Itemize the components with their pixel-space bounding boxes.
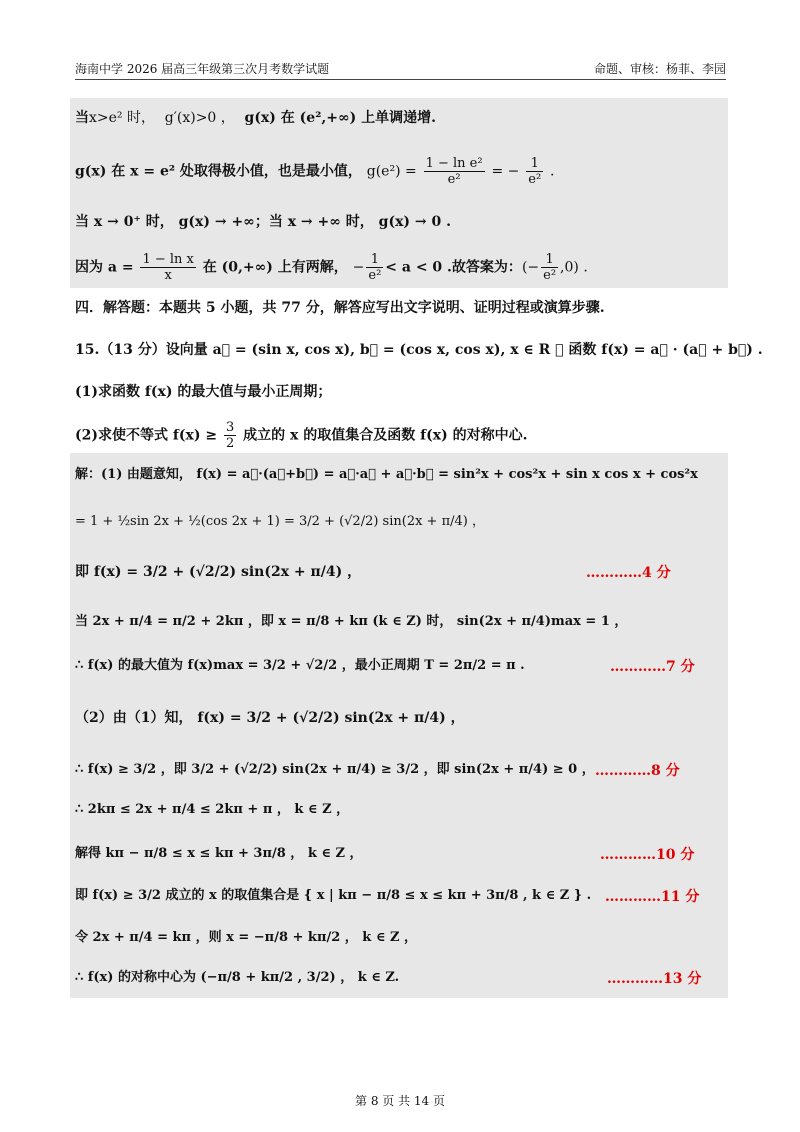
answer-line-3: 当 x → 0⁺ 时， g(x) → +∞；当 x → +∞ 时， g(x) → 0 .	[75, 214, 452, 230]
question-15-part-2	[75, 420, 527, 451]
text: (2)求使不等式 f(x) ≥	[75, 427, 218, 444]
numerator: 1 − ln x	[142, 252, 194, 267]
section-heading: 四．解答题：本题共 5 小题，共 77 分，解答应写出文字说明、证明过程或演算步骤.	[75, 300, 605, 316]
solution-line-4: 当 2x + π/4 = π/2 + 2kπ ，即 x = π/8 + kπ (k ∈ Z) 时， sin(2x + π/4)max = 1 ，	[75, 614, 628, 629]
answer-line-4	[75, 252, 588, 283]
math: ,0) .	[560, 259, 588, 276]
math: −	[352, 259, 365, 276]
denominator: 2	[225, 436, 235, 451]
solution-line-2: = 1 + ½sin 2x + ½(cos 2x + 1) = 3/2 + (√2/2) sin(2x + π/4) ，	[75, 514, 485, 529]
math: .	[550, 163, 555, 180]
score-10: …………10 分	[600, 847, 695, 863]
denominator: e²	[543, 268, 557, 283]
score-8: …………8 分	[595, 763, 680, 779]
denominator: e²	[528, 172, 542, 187]
denominator: x	[164, 268, 172, 283]
solution-line-1: 解：(1) 由题意知， f(x) = a⃗·(a⃗+b⃗) = a⃗·a⃗ + a⃗·b⃗ = sin²x + cos²x + sin x cos x + cos²x	[75, 467, 698, 482]
denominator: e²	[447, 172, 461, 187]
fraction	[140, 252, 195, 283]
score-7: …………7 分	[610, 659, 695, 675]
solution-line-7: ∴ f(x) ≥ 3/2 ，即 3/2 + (√2/2) sin(2x + π/4) ≥ 3/2 ，即 sin(2x + π/4) ≥ 0 ，	[75, 762, 595, 777]
math: (−	[521, 259, 540, 276]
page-header	[75, 58, 726, 78]
fraction	[366, 252, 383, 283]
score-13: …………13 分	[607, 971, 702, 987]
numerator: 3	[225, 420, 235, 435]
numerator: 1	[366, 252, 383, 268]
math: g′(x)>0 ，	[164, 110, 235, 126]
text: 当	[75, 110, 89, 126]
solution-line-9: 解得 kπ − π/8 ≤ x ≤ kπ + 3π/8 ， k ∈ Z ，	[75, 846, 363, 861]
text: < a < 0 .故答案为：	[385, 259, 522, 276]
page-footer: 第 8 页 共 14 页	[355, 1094, 445, 1108]
solution-line-8: ∴ 2kπ ≤ 2x + π/4 ≤ 2kπ + π ， k ∈ Z ，	[75, 802, 350, 817]
numerator: 1 − ln e²	[425, 156, 483, 171]
question-15-part-1: (1)求函数 f(x) 的最大值与最小正周期；	[75, 384, 332, 400]
solution-line-6: （2）由（1）知， f(x) = 3/2 + (√2/2) sin(2x + π/4) ，	[75, 710, 465, 726]
math: x>e² 时，	[89, 110, 155, 126]
math: g(e²) =	[366, 163, 417, 180]
solution-line-12: ∴ f(x) 的对称中心为 (−π/8 + kπ/2 , 3/2) ， k ∈ Z.	[75, 970, 400, 985]
solution-line-5: ∴ f(x) 的最大值为 f(x)max = 3/2 + √2/2 ，最小正周期 T = 2π/2 = π .	[75, 658, 525, 673]
text: 在 (0,+∞) 上有两解，	[202, 259, 348, 276]
solution-line-10: 即 f(x) ≥ 3/2 成立的 x 的取值集合是 { x | kπ − π/8 ≤ x ≤ kπ + 3π/8 , k ∈ Z } .	[75, 888, 592, 903]
solution-line-3: 即 f(x) = 3/2 + (√2/2) sin(2x + π/4) ，	[75, 564, 362, 580]
answer-line-2	[75, 156, 555, 187]
solution-line-11: 令 2x + π/4 = kπ ，则 x = −π/8 + kπ/2 ， k ∈ Z ，	[75, 930, 417, 945]
text: g(x) 在 x = e² 处取得极小值，也是最小值，	[75, 163, 362, 180]
answer-line-1	[75, 108, 436, 128]
fraction	[541, 252, 558, 283]
denominator: e²	[368, 268, 382, 283]
text: 成立的 x 的取值集合及函数 f(x) 的对称中心.	[243, 427, 528, 444]
score-11: …………11 分	[605, 889, 700, 905]
question-15-title: 15.（13 分）设向量 a⃗ = (sin x, cos x), b⃗ = (cos x, cos x), x ∈ R ， 函数 f(x) = a⃗ · (a⃗ + b⃗) .	[75, 342, 763, 358]
math: = −	[491, 163, 520, 180]
numerator: 1	[541, 252, 558, 268]
score-4: …………4 分	[586, 565, 671, 581]
header-left: 海南中学 2026 届高三年级第三次月考数学试题	[75, 62, 330, 76]
text: g(x) 在 (e²,+∞) 上单调递增.	[244, 110, 436, 126]
numerator: 1	[526, 156, 543, 172]
text: 因为 a =	[75, 259, 134, 276]
fraction	[224, 420, 236, 451]
fraction	[424, 156, 485, 187]
header-right: 命题、审核：杨菲、李园	[593, 62, 726, 76]
header-divider	[75, 79, 726, 80]
fraction	[526, 156, 543, 187]
